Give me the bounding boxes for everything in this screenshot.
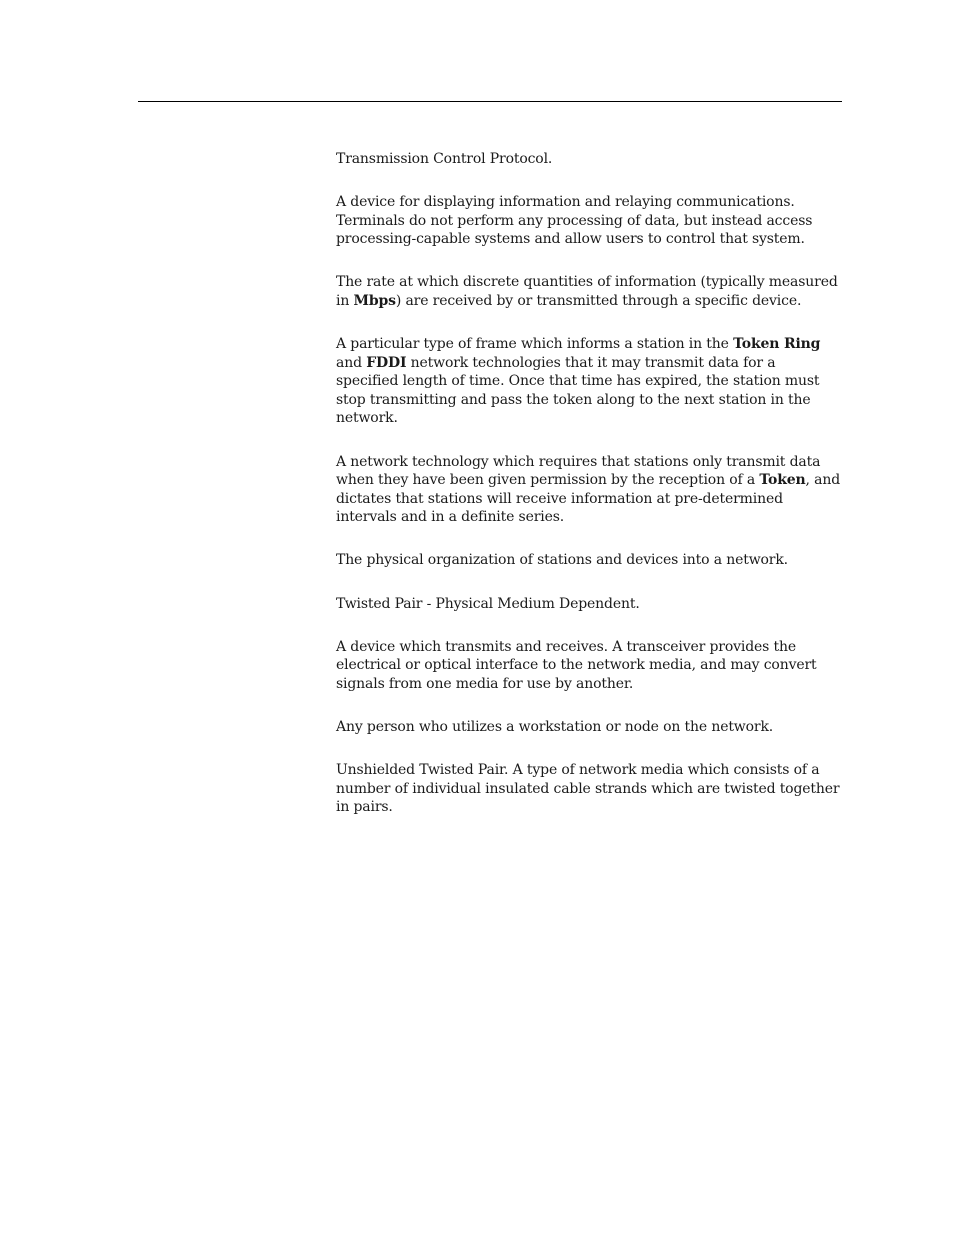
definition-utp: Unshielded Twisted Pair. A type of network media which consists of a number of individual insulated cable strands which are twisted together in pairs. bbox=[336, 761, 840, 816]
definition-transceiver: A device which transmits and receives. A transceiver provides the electrical or optical interface to the network media, and may convert signals from one media for use by another. bbox=[336, 638, 817, 692]
definition-tp-pmd: Twisted Pair - Physical Medium Dependent. bbox=[336, 595, 640, 612]
definition-throughput: The rate at which discrete quantities of information (typically measured in Mbps) are received by or transmitted through a specific device. bbox=[336, 274, 838, 309]
definition-topology: The physical organization of stations and devices into a network. bbox=[336, 552, 788, 569]
term-reference-token-ring: Token Ring bbox=[733, 336, 821, 353]
term-reference-fddi: FDDI bbox=[366, 354, 407, 371]
glossary-definitions bbox=[336, 150, 842, 841]
term-reference-token: Token bbox=[759, 472, 806, 489]
definition-token: A particular type of frame which informs a station in the Token Ring and FDDI network technologies that it may transmit data for a specified length of time. Once that time has expired, the station must stop transmitting and pass the token along to the next station in the network. bbox=[336, 336, 821, 427]
definition-token-ring: A network technology which requires that stations only transmit data when they have been given permission by the reception of a Token, and dictates that stations will receive information at pre-determined intervals and in a definite series. bbox=[336, 453, 841, 526]
header-rule bbox=[138, 101, 842, 102]
definition-user: Any person who utilizes a workstation or node on the network. bbox=[336, 718, 774, 735]
term-reference-mbps: Mbps bbox=[353, 292, 396, 309]
definition-tcp: Transmission Control Protocol. bbox=[336, 151, 553, 167]
definition-terminal: A device for displaying information and relaying communications. Terminals do not perform any processing of data, but instead access processing-capable systems and allow users to control that system. bbox=[336, 194, 813, 248]
